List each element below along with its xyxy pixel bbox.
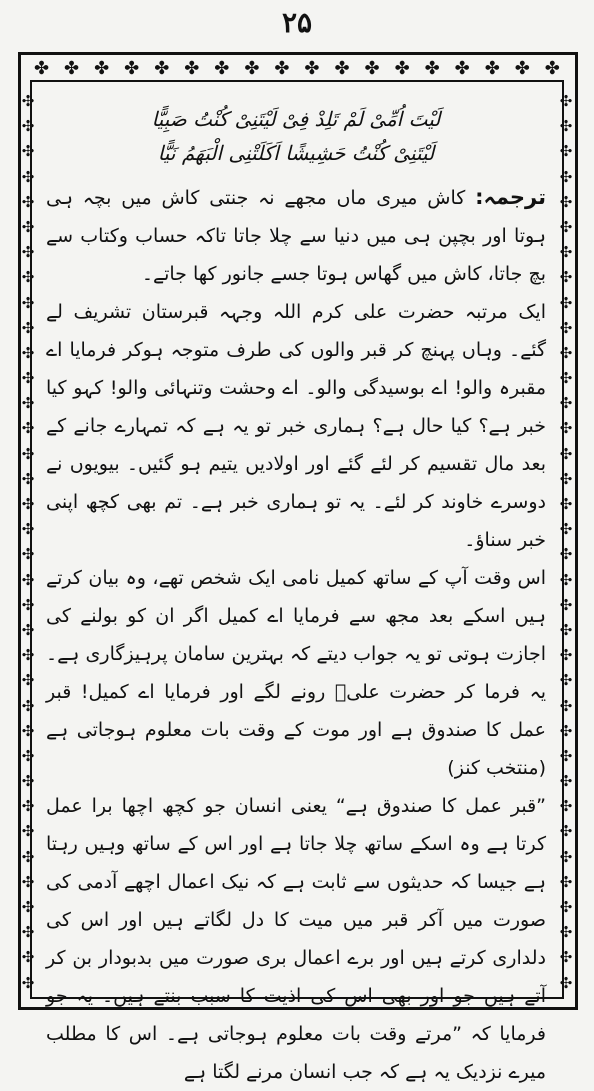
ornament: ✤: [214, 58, 230, 79]
ornament: ✣: [559, 318, 573, 337]
ornament: ✣: [21, 671, 35, 690]
ornament: ✣: [559, 620, 573, 639]
translation-label: ترجمہ:: [475, 185, 546, 209]
ornament: ✤: [184, 58, 200, 79]
top-ornament-row: [34, 58, 560, 80]
ornament: ✣: [21, 117, 35, 136]
ornament: ✤: [64, 58, 80, 79]
translation-text: کاش میری ماں مجھے نہ جنتی کاش میں بچہ ہی ہوتا اور بچپن ہی میں دنیا سے چلا جاتا تاکہ حساب وکتاب سے بچ جاتا، کاش میں گھاس ہوتا جسے جانور کھا جاتے۔: [46, 187, 546, 285]
ornament: ✤: [244, 58, 260, 79]
ornament: ✣: [21, 872, 35, 891]
ornament: ✣: [21, 923, 35, 942]
ornament: ✣: [559, 721, 573, 740]
ornament: ✣: [559, 192, 573, 211]
ornament: ✣: [559, 847, 573, 866]
ornament: ✣: [559, 948, 573, 967]
ornament: ✣: [559, 696, 573, 715]
ornament: ✣: [21, 142, 35, 161]
ornament: ✤: [364, 58, 380, 79]
ornament: ✣: [21, 797, 35, 816]
ornament: ✤: [34, 58, 50, 79]
right-ornament-column: [558, 92, 574, 992]
arabic-verse: [42, 104, 550, 168]
ornament: ✣: [21, 721, 35, 740]
ornament: ✣: [21, 520, 35, 539]
ornament: ✣: [559, 973, 573, 992]
ornament: ✣: [559, 167, 573, 186]
ornament: ✣: [21, 646, 35, 665]
ornament: ✣: [559, 520, 573, 539]
ornament: ✣: [21, 268, 35, 287]
ornament: ✣: [21, 469, 35, 488]
verse-line-2: لَيْتَنِیْ كُنْتُ حَشِيشًا اَكَلَتْنِی الْبَهَمُ نَيًّا: [157, 141, 435, 165]
ornament: ✣: [559, 293, 573, 312]
ornament: ✣: [21, 444, 35, 463]
ornament: ✤: [484, 58, 500, 79]
ornament: ✣: [21, 772, 35, 791]
ornament: ✣: [21, 495, 35, 513]
ornament: ✣: [21, 847, 35, 866]
ornament: ✣: [559, 822, 573, 841]
ornament: ✣: [21, 898, 35, 916]
ornament: ✣: [21, 948, 35, 967]
body-paragraph-3: ”قبر عمل کا صندوق ہے“ یعنی انسان جو کچھ اچھا برا عمل کرتا ہے وہ اسکے ساتھ چلا جاتا ہے اور اس کے ساتھ وہیں رہتا ہے جیسا کہ حدیثوں سے ثابت ہے کہ نیک اعمال اچھے آدمی کی صورت میں آکر قبر میں میت کا دل لگاتے ہیں اور اس کی دلداری کرتے ہیں اور برے اعمال بری صورت میں بدبودار بن کر آتے ہیں جو اور بھی اس کی اذیت کا سبب بنتے ہیں۔ یہ جو فرمایا کہ ”مرتے وقت بات معلوم ہوجاتی ہے۔ اس کا مطلب میرے نزدیک یہ ہے کہ جب انسان مرنے لگتا ہے: [46, 795, 546, 1083]
ornament: ✤: [334, 58, 350, 79]
ornament: ✣: [21, 973, 35, 992]
ornament: ✣: [559, 495, 573, 513]
ornament: ✣: [559, 142, 573, 161]
ornament: ✣: [559, 469, 573, 488]
ornament: ✤: [514, 58, 530, 79]
ornament: ✣: [21, 369, 35, 388]
ornament: ✤: [154, 58, 170, 79]
ornament: ✣: [21, 419, 35, 438]
ornament: ✣: [21, 822, 35, 841]
ornament: ✣: [21, 746, 35, 765]
ornament: ✣: [21, 545, 35, 564]
ornament: ✣: [21, 243, 35, 262]
ornament: ✤: [94, 58, 110, 79]
body-paragraph-2: اس وقت آپ کے ساتھ کمیل نامی ایک شخص تھے، وہ بیان کرتے ہیں اسکے بعد مجھ سے فرمایا اے کمیل اگر ان کو بولنے کی اجازت ہوتی تو یہ جواب دیتے کہ بہترین سامان پرہیزگاری ہے۔ یہ فرما کر حضرت علیؓ رونے لگے اور فرمایا اے کمیل! قبر عمل کا صندوق ہے اور موت کے وقت بات معلوم ہوجاتی ہے (منتخب کنز): [46, 567, 546, 779]
ornament: ✤: [304, 58, 320, 79]
ornament: ✣: [559, 243, 573, 262]
ornament: ✣: [559, 746, 573, 765]
ornament: ✣: [21, 595, 35, 614]
ornament: ✤: [274, 58, 290, 79]
ornament: ✣: [21, 293, 35, 312]
ornament: ✣: [559, 419, 573, 438]
ornament: ✣: [559, 872, 573, 891]
ornament: ✤: [124, 58, 140, 79]
ornament: ✣: [21, 217, 35, 236]
ornament: ✤: [394, 58, 410, 79]
ornament: ✣: [21, 570, 35, 589]
ornament: ✣: [559, 797, 573, 816]
ornament: ✣: [21, 92, 35, 110]
ornament: ✣: [559, 646, 573, 665]
ornament: ✣: [559, 898, 573, 916]
ornament: ✣: [21, 343, 35, 362]
page-content: [42, 100, 550, 1083]
ornament: ✣: [21, 192, 35, 211]
ornament: ✣: [21, 696, 35, 715]
ornament: ✣: [559, 394, 573, 413]
ornament: ✣: [559, 595, 573, 614]
ornament: ✣: [559, 343, 573, 362]
ornament: ✣: [559, 671, 573, 690]
ornament: ✣: [559, 772, 573, 791]
ornament: ✣: [21, 167, 35, 186]
ornament: ✤: [424, 58, 440, 79]
page-number: ۲۵: [281, 6, 313, 39]
ornament: ✣: [559, 570, 573, 589]
ornament: ✣: [559, 268, 573, 287]
ornament: ✣: [559, 923, 573, 942]
ornament: ✣: [559, 92, 573, 110]
ornament: ✣: [21, 394, 35, 413]
ornament: ✣: [559, 545, 573, 564]
ornament: ✣: [21, 620, 35, 639]
translation-paragraph: [42, 178, 550, 293]
left-ornament-column: [20, 92, 36, 992]
ornament: ✣: [559, 217, 573, 236]
ornament: ✣: [559, 117, 573, 136]
verse-line-1: لَيْتَ اُمِّیْ لَمْ تَلِدْ فِیْ لَيْتَنِیْ كُنْتُ صَبِيًّا: [151, 107, 441, 131]
ornament: ✣: [559, 369, 573, 388]
ornament: ✤: [454, 58, 470, 79]
body-paragraph-1: ایک مرتبہ حضرت علی کرم اللہ وجہہ قبرستان تشریف لے گئے۔ وہاں پہنچ کر قبر والوں کی طرف متوجہ ہوکر فرمایا اے مقبرہ والو! اے بوسیدگی والو۔ اے وحشت وتنہائی والو! کہو کیا خبر ہے؟ کیا حال ہے؟ ہماری خبر تو یہ ہے کہ تمہارے جانے کے بعد مال تقسیم کر لئے گئے اور اولادیں یتیم ہو گئیں۔ بیویوں نے دوسرے خاوند کر لئے۔ یہ تو ہماری خبر ہے۔ تم بھی کچھ اپنی خبر سناؤ۔: [46, 301, 546, 551]
ornament: ✣: [21, 318, 35, 337]
ornament: ✣: [559, 444, 573, 463]
ornament: ✤: [544, 58, 560, 79]
